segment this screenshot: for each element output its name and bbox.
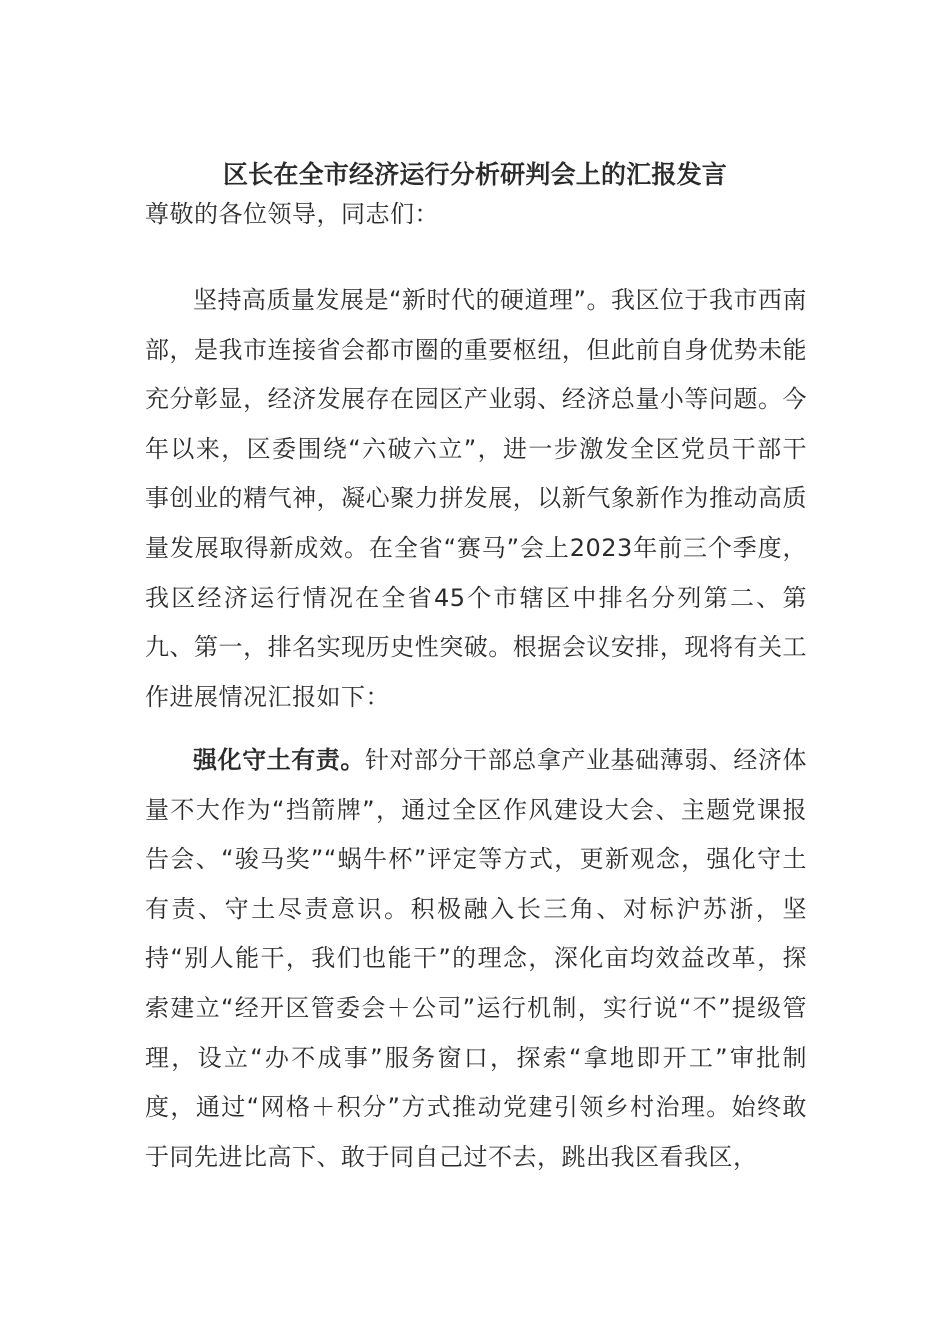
paragraph-responsibility bbox=[145, 736, 807, 1182]
salutation-text: 尊敬的各位领导，同志们： bbox=[145, 200, 439, 228]
document-title: 区长在全市经济运行分析研判会上的汇报发言 bbox=[222, 160, 727, 189]
paragraph-responsibility-body: 针对部分干部总拿产业基础薄弱、经济体量不大作为“挡箭牌”，通过全区作风建设大会、主题党课报告会、“骏马奖”“蜗牛杯”评定等方式，更新观念，强化守土有责、守土尽责意识。积极融入长三角、对标沪苏浙，坚持“别人能干，我们也能干”的理念，深化亩均效益改革，探索建立“经开区管委会＋公司”运行机制，实行说“不”提级管理，设立“办不成事”服务窗口，探索“拿地即开工”审批制度，通过“网格＋积分”方式推动党建引领乡村治理。始终敢于同先进比高下、敢于同自己过不去，跳出我区看我区， bbox=[145, 746, 807, 1171]
paragraph-intro-text: 坚持高质量发展是“新时代的硬道理”。我区位于我市西南部，是我市连接省会都市圈的重要枢纽，但此前自身优势未能充分彰显，经济发展存在园区产业弱、经济总量小等问题。今年以来，区委围绕“六破六立”，进一步激发全区党员干部干事创业的精气神，凝心聚力拼发展，以新气象新作为推动高质量发展取得新成效。在全省“赛马”会上2023年前三个季度，我区经济运行情况在全省45个市辖区中排名分列第二、第九、第一，排名实现历史性突破。根据会议安排，现将有关工作进展情况汇报如下： bbox=[145, 286, 807, 711]
paragraph-intro bbox=[145, 276, 807, 722]
salutation bbox=[145, 190, 807, 240]
paragraph-lead-heading: 强化守土有责。 bbox=[193, 746, 365, 774]
paragraph-responsibility-text bbox=[145, 736, 807, 1182]
